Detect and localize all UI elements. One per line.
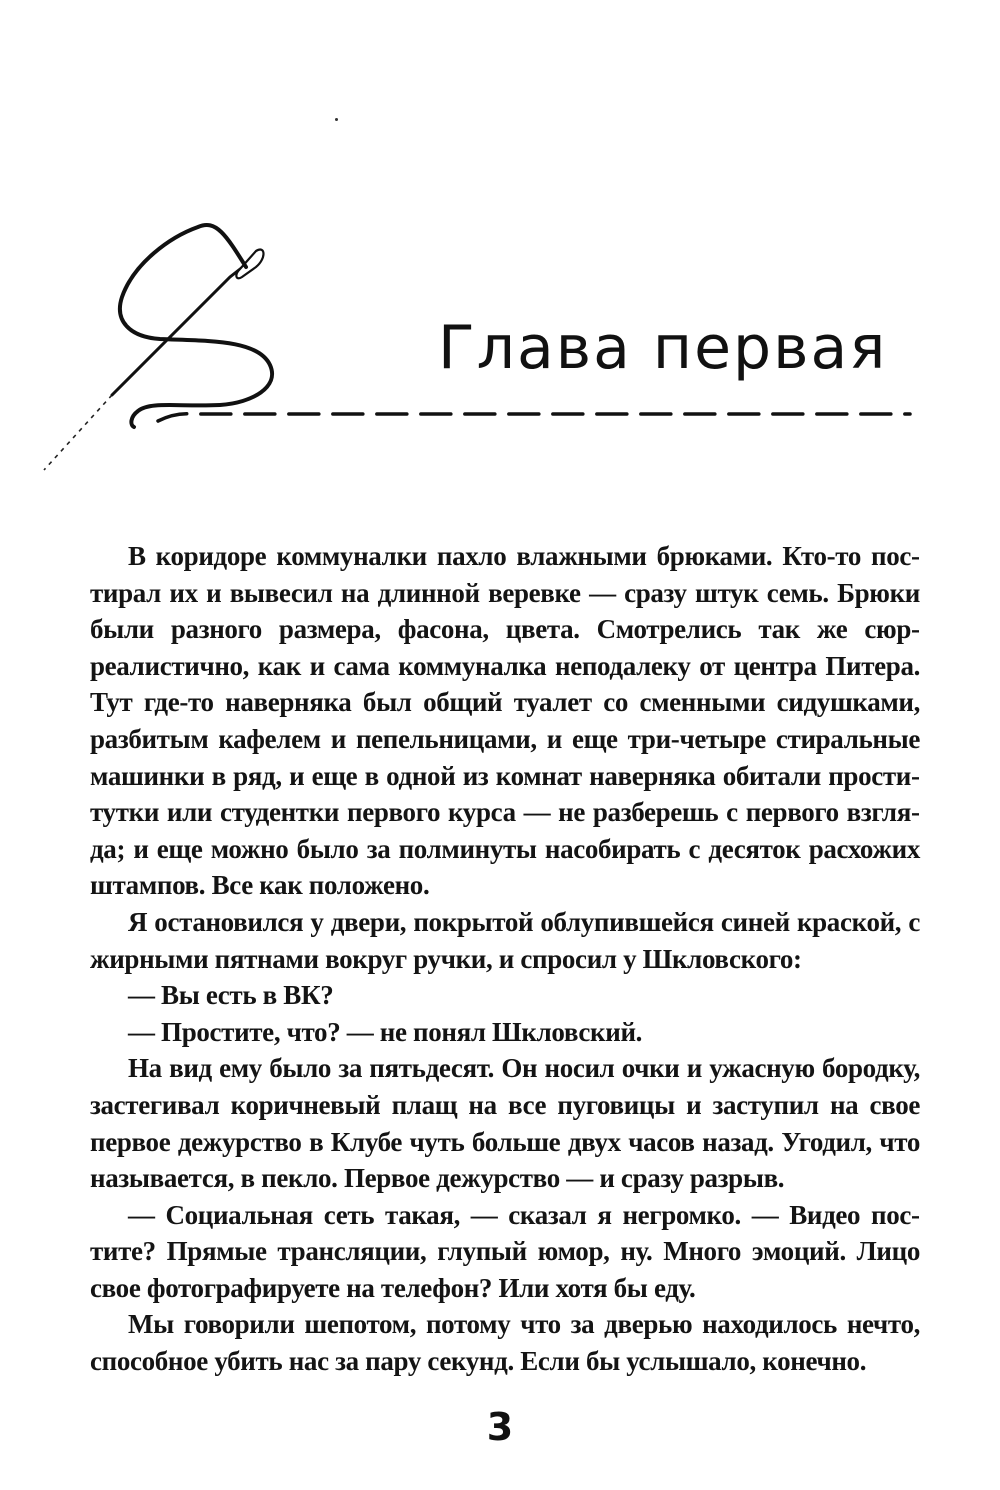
print-speck <box>335 118 338 121</box>
body-text <box>90 538 920 1380</box>
paragraph: Я остановился у двери, покрытой облупившейся синей краской, с жирными пятнами вокруг ручки, и спросил у Шкловского: <box>90 906 920 974</box>
paragraph: На вид ему было за пятьдесят. Он носил очки и ужасную бородку, застегивал коричневый плащ на все пуговицы и заступил на свое первое дежурство в Клубе чуть больше двух часов назад. Угодил, что называется, в пекло. Первое дежурство — и сразу разрыв. <box>90 1053 920 1194</box>
paragraph: — Социальная сеть такая, — сказал я негромко. — Видео постите? Прямые трансляции, глупый юмор, ну. Много эмоций. Лицо свое фотографируете на телефон? Или хотя бы еду. <box>90 1199 920 1303</box>
paragraph: Мы говорили шепотом, потому что за дверью находилось нечто, способное убить нас за пару секунд. Если бы услышало, конечно. <box>90 1309 920 1377</box>
chapter-title: Глава первая <box>438 313 888 383</box>
paragraph: В коридоре коммуналки пахло влажными брюками. Кто-то постирал их и вывесил на длинной веревке — сразу штук семь. Брюки были разного размера, фасона, цвета. Смотрелись так же сюрреалистично, как и сама коммуналка неподалеку от центра Питера. Тут где-то наверняка был общий туалет со сменными сидушками, разбитым кафелем и пепельницами, и еще три-четыре стиральные машинки в ряд, и еще в одной из комнат наверняка обитали проститутки или студентки первого курса — не разберешь с первого взгляда; и еще можно было за полминуты насобирать с десяток расхожих штампов. Все как положено. <box>90 541 920 901</box>
page-number: 3 <box>486 1405 514 1449</box>
paragraph: — Вы есть в ВК? <box>128 980 334 1011</box>
paragraph: — Простите, что? — не понял Шкловский. <box>128 1016 643 1047</box>
